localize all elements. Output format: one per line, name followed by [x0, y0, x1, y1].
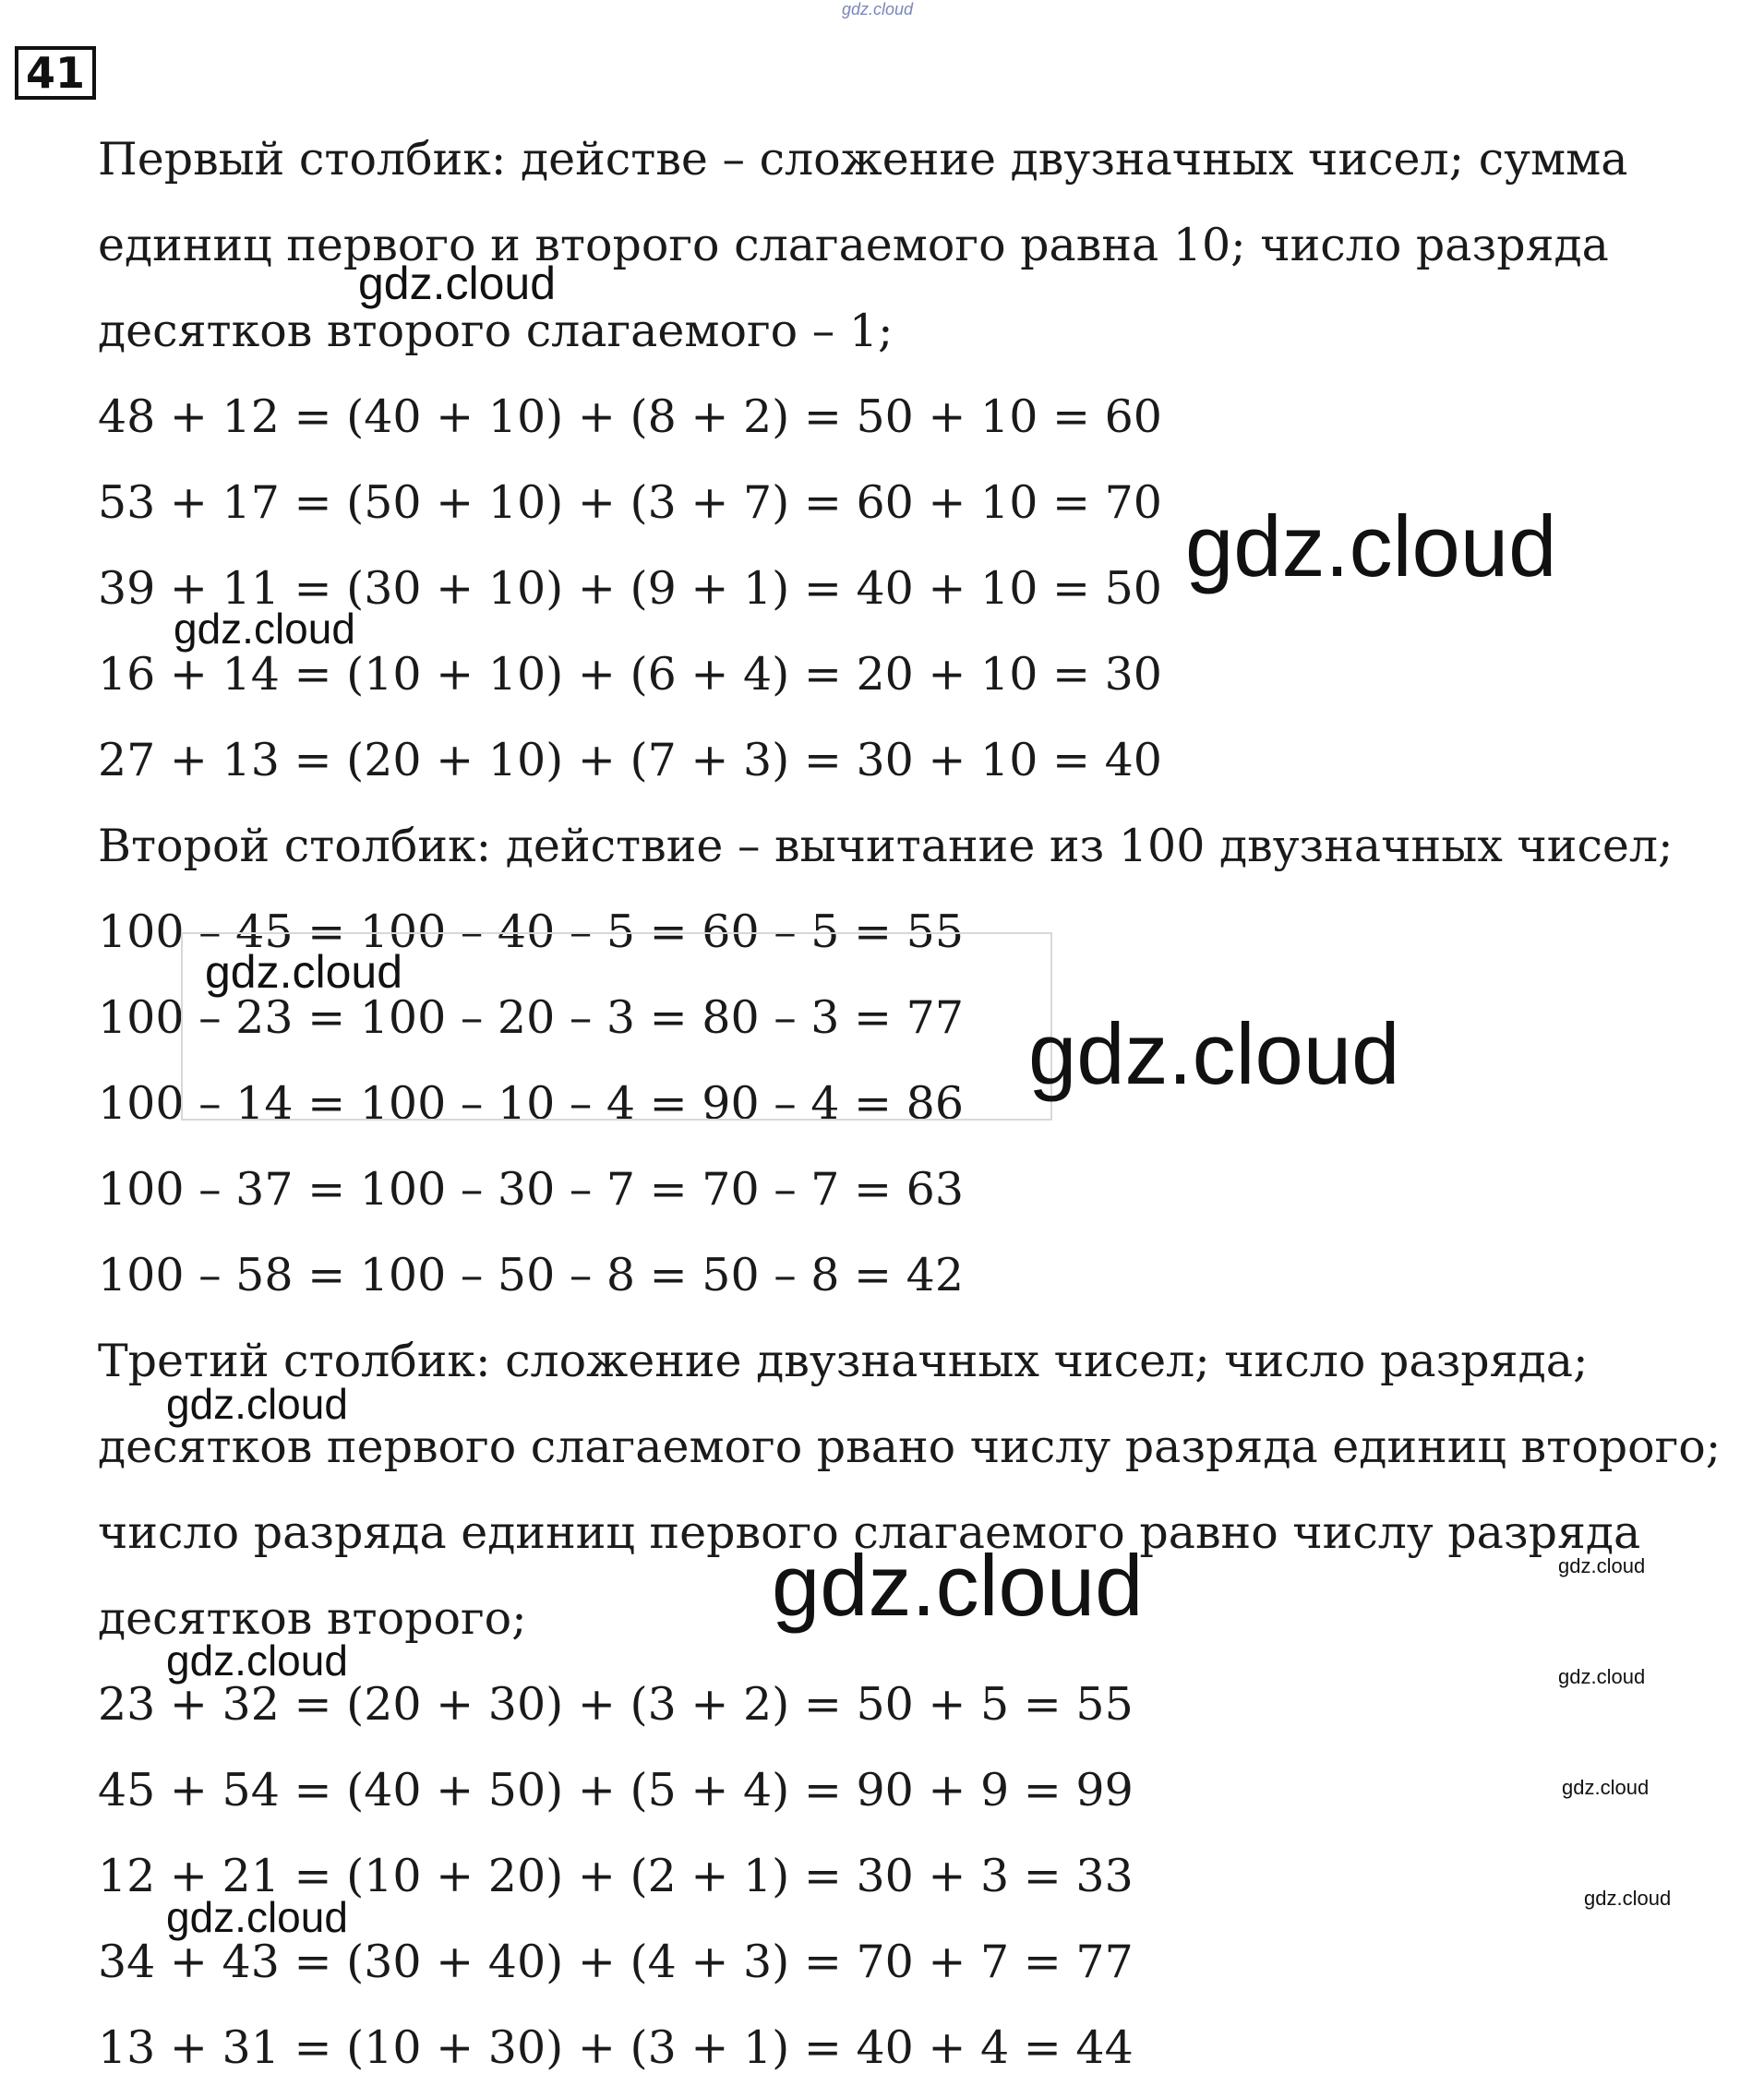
problem-number: 41 — [15, 46, 96, 100]
text-line: Первый столбик: действе – сложение двузначных чисел; сумма — [98, 133, 1628, 186]
watermark: gdz.cloud — [1562, 1776, 1650, 1799]
watermark: gdz.cloud — [842, 0, 914, 18]
equation-line: 16 + 14 = (10 + 10) + (6 + 4) = 20 + 10 = 30 — [98, 648, 1162, 701]
watermark: gdz.cloud — [1558, 1665, 1646, 1688]
watermark: gdz.cloud — [772, 1537, 1144, 1634]
equation-line: 34 + 43 = (30 + 40) + (4 + 3) = 70 + 7 = 77 — [98, 1936, 1134, 1988]
watermark: gdz.cloud — [1584, 1887, 1672, 1910]
equation-line: 48 + 12 = (40 + 10) + (8 + 2) = 50 + 10 = 60 — [98, 390, 1162, 443]
text-line: десятков второго; — [98, 1592, 527, 1645]
watermark: gdz.cloud — [1028, 1005, 1400, 1102]
text-line: десятков первого слагаемого рвано числу разряда единиц второго; — [98, 1421, 1722, 1473]
equation-line: 100 – 45 = 100 – 40 – 5 = 60 – 5 = 55 — [98, 905, 965, 958]
watermark: gdz.cloud — [166, 1893, 348, 1941]
watermark: gdz.cloud — [358, 258, 557, 309]
equation-line: 12 + 21 = (10 + 20) + (2 + 1) = 30 + 3 = 33 — [98, 1850, 1134, 1902]
watermark: gdz.cloud — [166, 1380, 348, 1428]
text-line: число разряда единиц первого слагаемого равно числу разряда — [98, 1506, 1641, 1559]
watermark: gdz.cloud — [205, 946, 403, 998]
equation-line: 100 – 58 = 100 – 50 – 8 = 50 – 8 = 42 — [98, 1249, 965, 1301]
text-line: Третий столбик: сложение двузначных чисел; число разряда; — [98, 1335, 1589, 1387]
equation-line: 39 + 11 = (30 + 10) + (9 + 1) = 40 + 10 = 50 — [98, 562, 1162, 615]
equation-line: 100 – 37 = 100 – 30 – 7 = 70 – 7 = 63 — [98, 1163, 965, 1216]
equation-line: 45 + 54 = (40 + 50) + (5 + 4) = 90 + 9 = 99 — [98, 1764, 1134, 1816]
equation-line: 23 + 32 = (20 + 30) + (3 + 2) = 50 + 5 = 55 — [98, 1678, 1134, 1731]
text-line: Второй столбик: действие – вычитание из 100 двузначных чисел; — [98, 820, 1674, 872]
text-line: десятков второго слагаемого – 1; — [98, 305, 894, 357]
equation-line: 13 + 31 = (10 + 30) + (3 + 1) = 40 + 4 = 44 — [98, 2021, 1134, 2074]
watermark: gdz.cloud — [174, 605, 355, 653]
equation-line: 100 – 14 = 100 – 10 – 4 = 90 – 4 = 86 — [98, 1077, 965, 1130]
equation-line: 27 + 13 = (20 + 10) + (7 + 3) = 30 + 10 = 40 — [98, 734, 1162, 786]
equation-line: 53 + 17 = (50 + 10) + (3 + 7) = 60 + 10 = 70 — [98, 476, 1162, 529]
equation-line: 100 – 23 = 100 – 20 – 3 = 80 – 3 = 77 — [98, 991, 965, 1044]
text-line: единиц первого и второго слагаемого равна 10; число разряда — [98, 219, 1609, 271]
watermark: gdz.cloud — [166, 1636, 348, 1684]
watermark: gdz.cloud — [1558, 1554, 1646, 1577]
watermark: gdz.cloud — [1185, 498, 1557, 594]
